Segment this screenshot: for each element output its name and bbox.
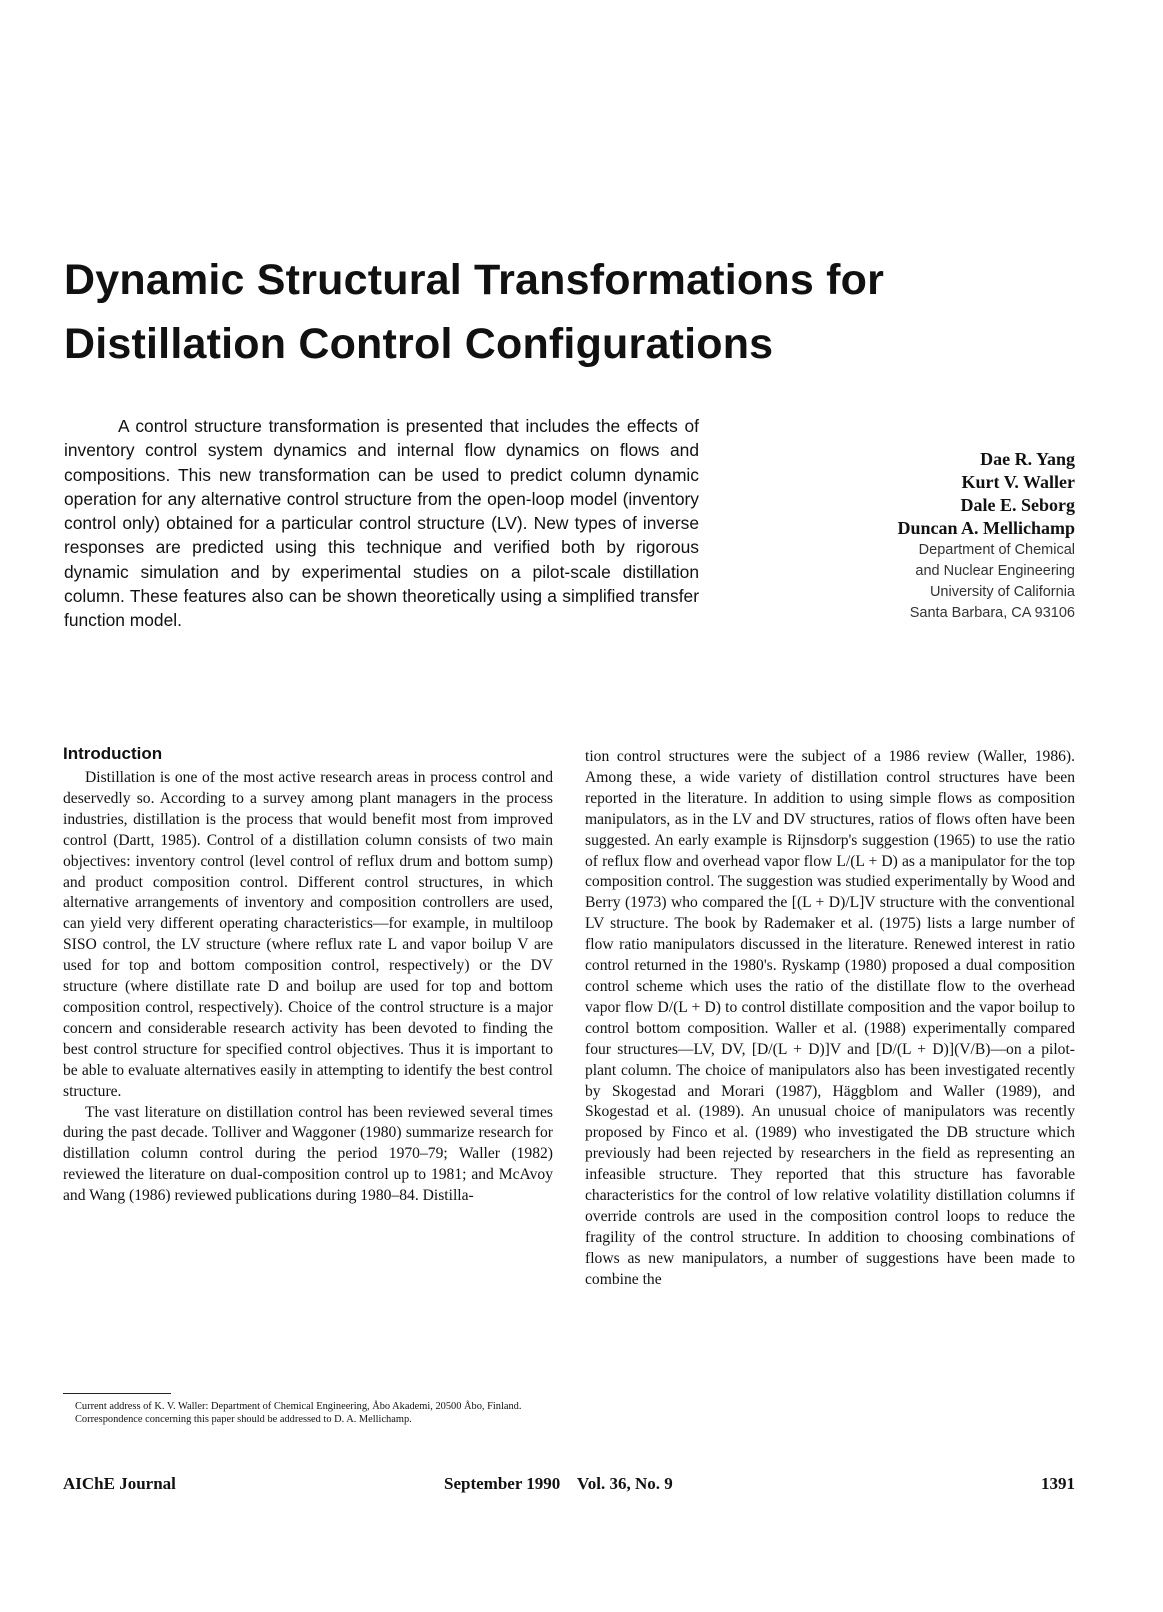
author-name: Dae R. Yang [980, 449, 1075, 469]
body-paragraph: Distillation is one of the most active research areas in process control and deservedly so. According to a survey among plant managers in the process industries, distillation is the process that would benefit most from improved control (Dartt, 1985). Control of a distillation column consists of two main objectives: inventory control (level control of reflux drum and bottom sump) and product composition control. Different control structures, in which alternative arrangements of inventory and composition controllers are used, can yield very different operating characteristics—for example, in multiloop SISO control, the LV structure (where reflux rate L and vapor boilup V are used for top and bottom composition control, respectively) or the DV structure (where distillate rate D and boilup are used for top and bottom composition control, respectively). Choice of the control structure is a major concern and considerable research activity has been devoted to finding the best control structure for specified control objectives. Thus it is important to be able to evaluate alternatives easily in attempting to identify the best control structure. [63, 769, 553, 1100]
author-block [830, 448, 1075, 624]
left-column [63, 742, 553, 1207]
author-name: Kurt V. Waller [961, 472, 1075, 492]
footer-page-number: 1391 [1041, 1474, 1075, 1493]
affiliation-line: Santa Barbara, CA 93106 [909, 605, 1075, 621]
footnote-divider [63, 1393, 171, 1394]
section-heading-introduction: Introduction [63, 744, 163, 763]
affiliation-line: Department of Chemical [918, 542, 1075, 558]
title-line-2: Distillation Control Configurations [64, 320, 774, 368]
footnote: Current address of K. V. Waller: Department of Chemical Engineering, Åbo Akademi, 20500 Åbo, Finland. [75, 1401, 522, 1412]
footnotes [63, 1400, 558, 1426]
abstract-text: A control structure transformation is presented that includes the effects of inventory control system dynamics and internal flow dynamics on flows and compositions. This new transformation can be used to predict column dynamic operation for any alternative control structure from the open-loop model (inventory control only) obtained for a particular control structure (LV). New types of inverse responses are predicted using this technique and verified both by rigorous dynamic simulation and by experimental studies on a pilot-scale distillation column. These features also can be shown theoretically using a simplified transfer function model. [64, 416, 699, 631]
paper-title [64, 248, 1064, 376]
abstract [64, 414, 699, 633]
footer-volume: Vol. 36, No. 9 [577, 1474, 673, 1493]
author-name: Dale E. Seborg [960, 495, 1075, 515]
affiliation-line: University of California [929, 584, 1075, 600]
body-paragraph: tion control structures were the subject of a 1986 review (Waller, 1986). Among these, a wide variety of distillation control structures have been reported in the literature. In addition to using simple flows as composition manipulators, as in the LV and DV structures, ratios of flows often have been suggested. An early example is Rijnsdorp's suggestion (1965) to use the ratio of reflux flow and overhead vapor flow L/(L + D) as a manipulator for the top composition control. The suggestion was studied experimentally by Wood and Berry (1973) who compared the [(L + D)/L]V structure with the conventional LV structure. The book by Rademaker et al. (1975) lists a large number of flow ratio manipulators discussed in the literature. Renewed interest in ratio control returned in the 1980's. Ryskamp (1980) proposed a dual composition control scheme which uses the ratio of the distillate flow to the overhead vapor flow D/(L + D) to control distillate composition and the vapor boilup to control bottom composition. Waller et al. (1988) experimentally compared four structures—LV, DV, [D/(L + D)]V and [D/(L + D)](V/B)—on a pilot-plant column. The choice of manipulators also has been investigated recently by Skogestad and Morari (1987), Häggblom and Waller (1989), and Skogestad et al. (1989). An unusual choice of manipulators was recently proposed by Finco et al. (1989) who investigated the DB structure which previously had been rejected by researchers in the field as representing an infeasible structure. They reported that this structure has favorable characteristics for the control of low relative volatility distillation columns if override controls are used in the composition control loops to reduce the fragility of the control structure. In addition to choosing combinations of flows as new manipulators, a number of suggestions have been made to combine the [585, 748, 1075, 1288]
right-column [585, 747, 1075, 1291]
title-line-1: Dynamic Structural Transformations for [64, 256, 885, 304]
footnote: Correspondence concerning this paper should be addressed to D. A. Mellichamp. [75, 1414, 412, 1425]
author-name: Duncan A. Mellichamp [897, 518, 1075, 538]
footer-date: September 1990 [444, 1474, 561, 1493]
footer-journal: AIChE Journal [63, 1474, 176, 1493]
affiliation-line: and Nuclear Engineering [915, 563, 1075, 579]
body-paragraph: The vast literature on distillation control has been reviewed several times during the past decade. Tolliver and Waggoner (1980) summarize research for distillation column control during the period 1970–79; Waller (1982) reviewed the literature on dual-composition control up to 1981; and McAvoy and Wang (1986) reviewed publications during 1980–84. Distilla- [63, 1103, 553, 1205]
